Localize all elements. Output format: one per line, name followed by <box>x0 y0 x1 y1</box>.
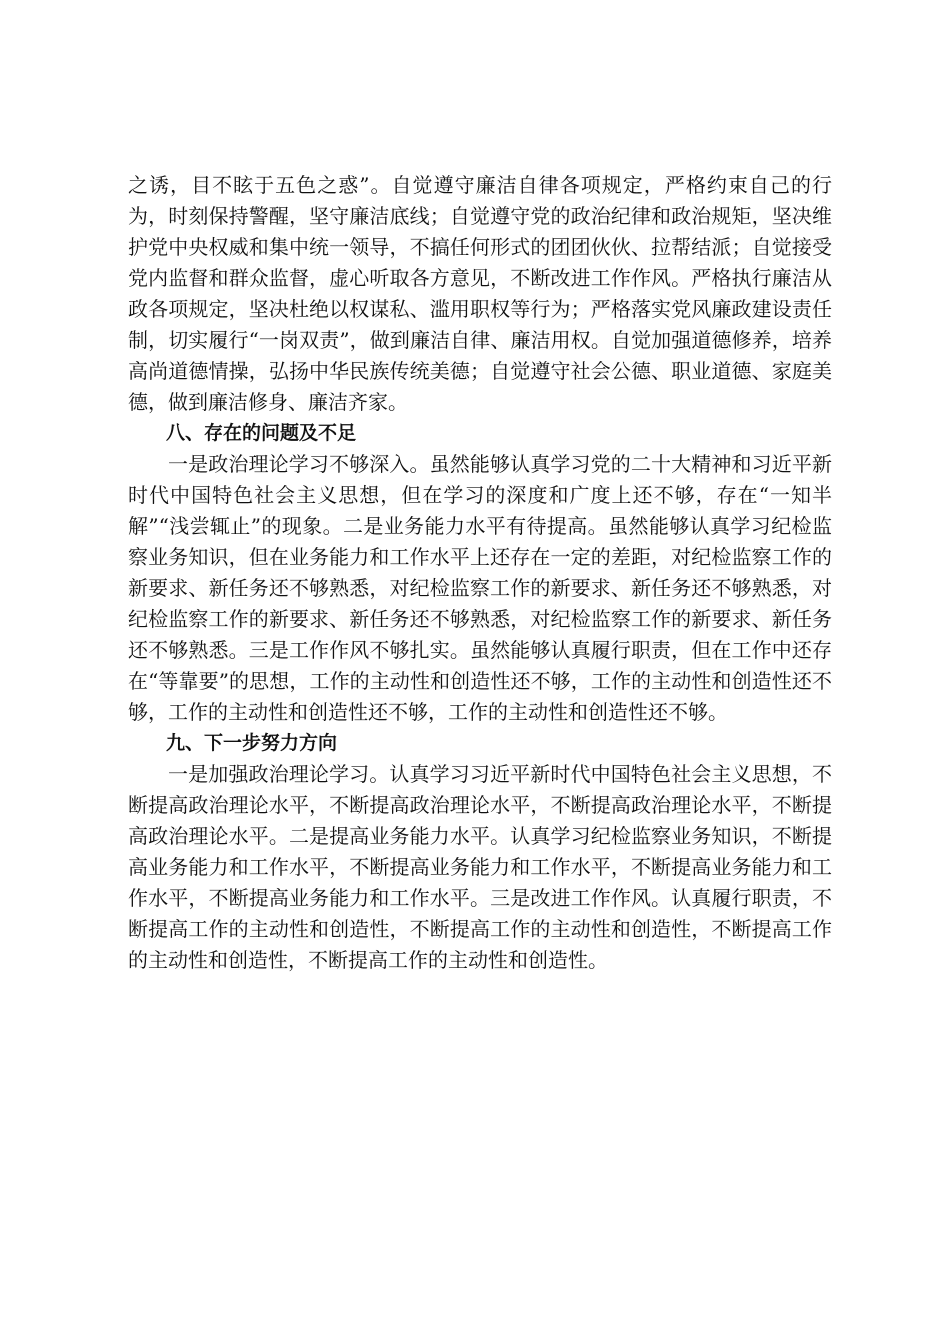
document-body <box>128 170 832 976</box>
section-body-problems: 一是政治理论学习不够深入。虽然能够认真学习党的二十大精神和习近平新时代中国特色社会主义思想，但在学习的深度和广度上还不够，存在“一知半解”“浅尝辄止”的现象。二是业务能力水平有待提高。虽然能够认真学习纪检监察业务知识，但在业务能力和工作水平上还存在一定的差距，对纪检监察工作的新要求、新任务还不够熟悉，对纪检监察工作的新要求、新任务还不够熟悉，对纪检监察工作的新要求、新任务还不够熟悉，对纪检监察工作的新要求、新任务还不够熟悉。三是工作作风不够扎实。虽然能够认真履行职责，但在工作中还存在“等靠要”的思想，工作的主动性和创造性还不够，工作的主动性和创造性还不够，工作的主动性和创造性还不够，工作的主动性和创造性还不够。 <box>128 452 832 724</box>
section-heading-next-steps: 九、下一步努力方向 <box>166 732 338 754</box>
continuation-paragraph: 之诱，目不眩于五色之惑”。自觉遵守廉洁自律各项规定，严格约束自己的行为，时刻保持警醒，坚守廉洁底线；自觉遵守党的政治纪律和政治规矩，坚决维护党中央权威和集中统一领导，不搞任何形式的团团伙伙、拉帮结派；自觉接受党内监督和群众监督，虚心听取各方意见，不断改进工作作风。严格执行廉洁从政各项规定，坚决杜绝以权谋私、滥用职权等行为；严格落实党风廉政建设责任制，切实履行“一岗双责”，做到廉洁自律、廉洁用权。自觉加强道德修养，培养高尚道德情操，弘扬中华民族传统美德；自觉遵守社会公德、职业道德、家庭美德，做到廉洁修身、廉洁齐家。 <box>128 173 832 414</box>
section-heading-problems: 八、存在的问题及不足 <box>166 422 357 444</box>
section-body-next-steps: 一是加强政治理论学习。认真学习习近平新时代中国特色社会主义思想，不断提高政治理论水平，不断提高政治理论水平，不断提高政治理论水平，不断提高政治理论水平。二是提高业务能力水平。认真学习纪检监察业务知识，不断提高业务能力和工作水平，不断提高业务能力和工作水平，不断提高业务能力和工作水平，不断提高业务能力和工作水平。三是改进工作作风。认真履行职责，不断提高工作的主动性和创造性，不断提高工作的主动性和创造性，不断提高工作的主动性和创造性，不断提高工作的主动性和创造性。 <box>128 762 832 972</box>
